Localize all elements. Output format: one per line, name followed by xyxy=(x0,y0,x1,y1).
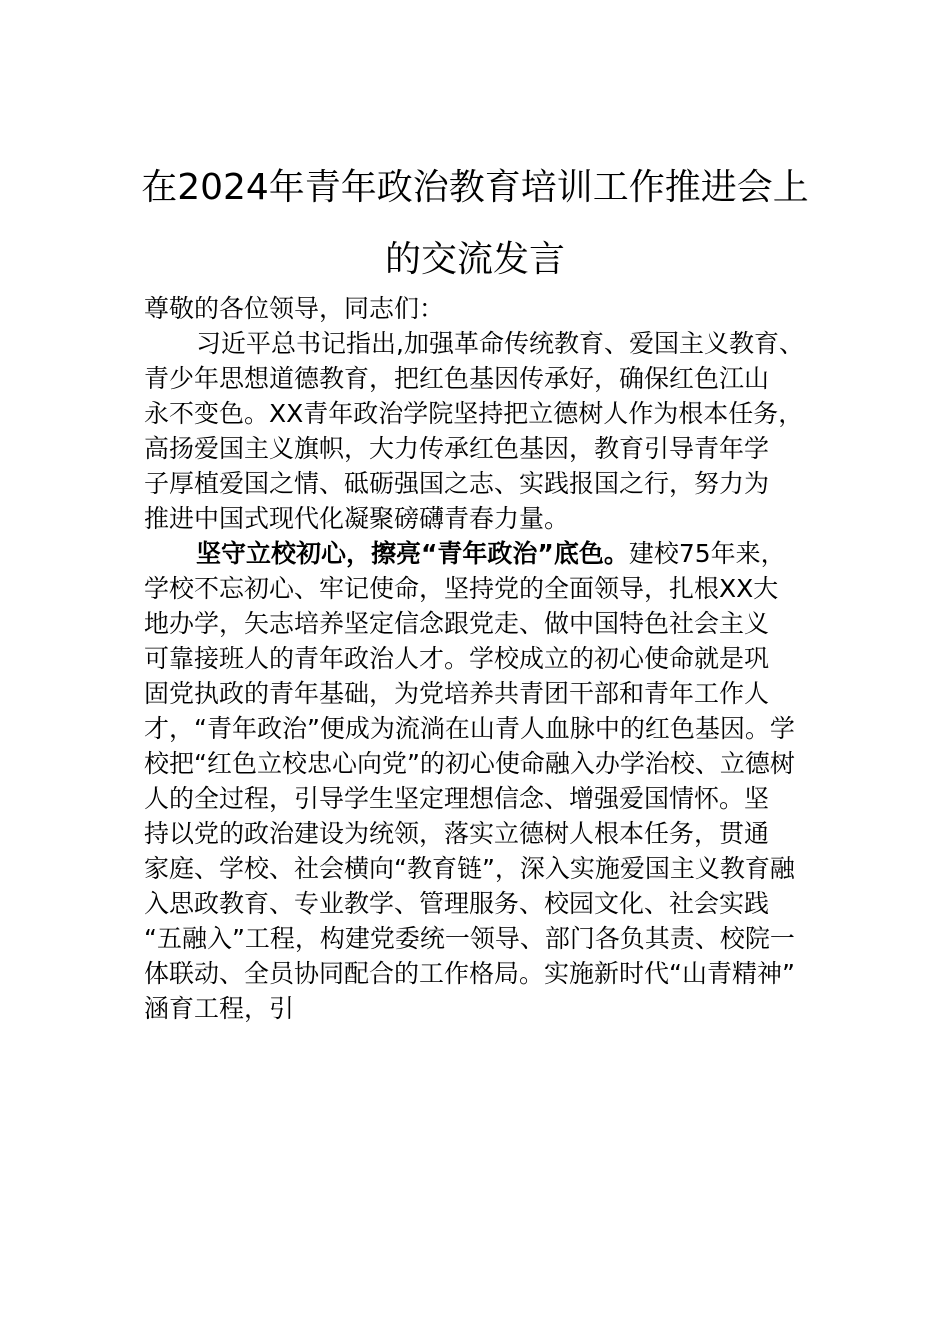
paragraph-2-line: “五融入”工程，构建党委统一领导、部门各负其责、校院一 xyxy=(144,924,795,953)
paragraph-2-line: 持以党的政治建设为统领，落实立德树人根本任务，贯通 xyxy=(144,819,770,848)
paragraph-1-line: 高扬爱国主义旗帜，大力传承红色基因，教育引导青年学 xyxy=(144,434,770,463)
paragraph-2-line: 地办学，矢志培养坚定信念跟党走、做中国特色社会主义 xyxy=(144,609,770,638)
paragraph-2-line: 家庭、学校、社会横向“教育链”，深入实施爱国主义教育融 xyxy=(144,854,795,883)
paragraph-2-line: 体联动、全员协同配合的工作格局。实施新时代“山青精神” xyxy=(144,959,795,988)
document-title-line-2: 的交流发言 xyxy=(384,239,565,280)
paragraph-2-line: 人的全过程，引导学生坚定理想信念、增强爱国情怀。坚 xyxy=(144,784,770,813)
paragraph-1-line: 青少年思想道德教育，把红色基因传承好，确保红色江山 xyxy=(144,364,770,393)
paragraph-2-line: 涵育工程，引 xyxy=(144,994,295,1023)
paragraph-2-first-line-rest: 建校75年来， xyxy=(628,539,786,568)
paragraph-2-line: 入思政教育、专业教学、管理服务、校园文化、社会实践 xyxy=(144,889,770,918)
paragraph-2-heading: 坚守立校初心，擦亮“青年政治”底色。 xyxy=(196,539,629,568)
paragraph-2-line: 才，“青年政治”便成为流淌在山青人血脉中的红色基因。学 xyxy=(144,714,795,743)
salutation: 尊敬的各位领导，同志们： xyxy=(144,294,445,323)
paragraph-2-line: 学校不忘初心、牢记使命，坚持党的全面领导，扎根XX大 xyxy=(144,574,779,603)
paragraph-2-line: 校把“红色立校忠心向党”的初心使命融入办学治校、立德树 xyxy=(144,749,795,778)
paragraph-1-line: 子厚植爱国之情、砥砺强国之志、实践报国之行，努力为 xyxy=(144,469,770,498)
paragraph-1-line: 推进中国式现代化凝聚磅礴青春力量。 xyxy=(144,504,570,533)
paragraph-2-first-line xyxy=(196,537,786,571)
paragraph-1-line: 习近平总书记指出,加强革命传统教育、爱国主义教育、 xyxy=(196,329,804,358)
paragraph-2-line: 固党执政的青年基础，为党培养共青团干部和青年工作人 xyxy=(144,679,770,708)
paragraph-1-line: 永不变色。XX青年政治学院坚持把立德树人作为根本任务， xyxy=(144,399,804,428)
document-title-line-1: 在2024年青年政治教育培训工作推进会上 xyxy=(141,167,809,208)
paragraph-2-line: 可靠接班人的青年政治人才。学校成立的初心使命就是巩 xyxy=(144,644,770,673)
